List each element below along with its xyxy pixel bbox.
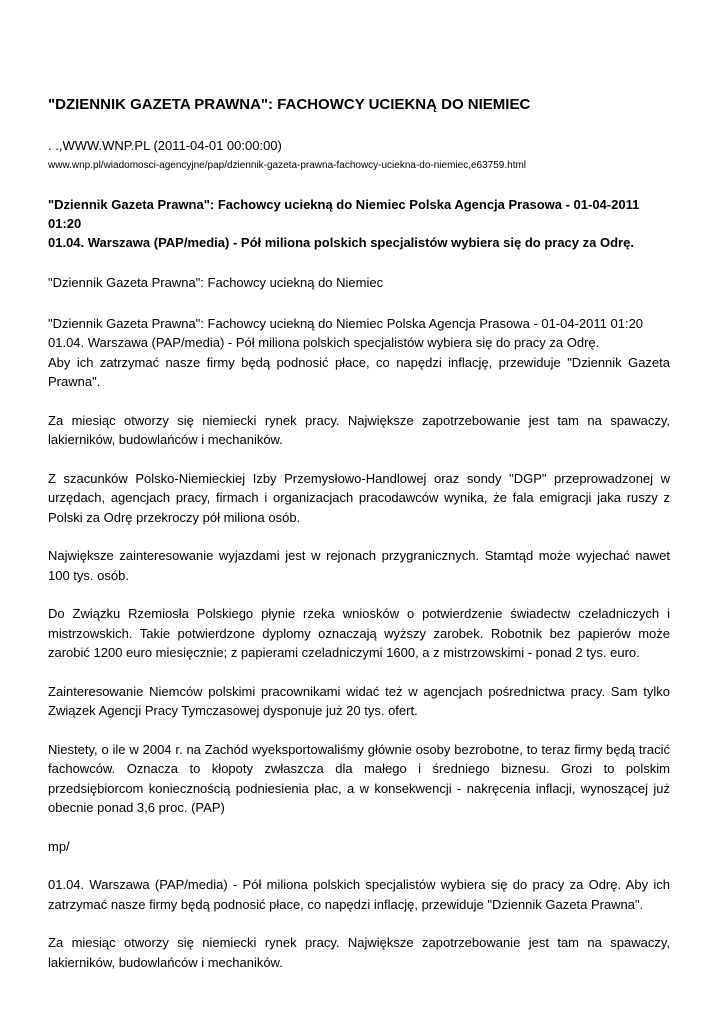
signature: mp/ [48,838,70,854]
paragraph-5: Do Związku Rzemiosła Polskiego płynie rzeka wniosków o potwierdzenie świadectw czeladniczych i mistrzowskich. Takie potwierdzone dyplomy oznaczają wyższy zarobek. Robotnik bez papierów może zarobić 1200 euro miesięcznie; z papierami czeladniczymi 1600, a z mistrzowskimi - ponad 2 tys. euro. [48,606,670,660]
lead-line-2: 01.04. Warszawa (PAP/media) - Pół miliona polskich specjalistów wybiera się do pracy za Odrę. [48,235,634,250]
article-url: www.wnp.pl/wiadomosci-agencyjne/pap/dziennik-gazeta-prawna-fachowcy-uciekna-do-niemiec,e63759.html [48,160,527,171]
article-source: . .,WWW.WNP.PL (2011-04-01 00:00:00) [48,138,282,153]
paragraph-7: Niestety, o ile w 2004 r. na Zachód wyeksportowaliśmy głównie osoby bezrobotne, to teraz firmy będą tracić fachowców. Oznacza to kłopoty zwłaszcza dla małego i średniego biznesu. Grozi to polskim przedsiębiorcom koniecznością podniesienia płac, a w konsekwencji - nakręcenia inflacji, wynoszącej już obecnie ponad 3,6 proc. (PAP) [48,741,670,815]
paragraph-6: Zainteresowanie Niemców polskimi pracownikami widać też w agencjach pośrednictwa pracy. Sam tylko Związek Agencji Pracy Tymczasowej dysponuje już 20 tys. ofert. [48,683,670,718]
lead-line-1: "Dziennik Gazeta Prawna": Fachowcy uciekną do Niemiec Polska Agencja Prasowa - 01-04-2011 01:20 [48,197,640,231]
article-title: "DZIENNIK GAZETA PRAWNA": FACHOWCY UCIEKNĄ DO NIEMIEC [48,96,531,113]
article-lead [48,195,670,252]
paragraph-1-line-1: "Dziennik Gazeta Prawna": Fachowcy uciekną do Niemiec Polska Agencja Prasowa - 01-04-2011 01:20 [48,315,644,331]
paragraph-4: Największe zainteresowanie wyjazdami jest w rejonach przygranicznych. Stamtąd może wyjechać nawet 100 tys. osób. [48,548,670,583]
paragraph-3: Z szacunków Polsko-Niemieckiej Izby Przemysłowo-Handlowej oraz sondy "DGP" przeprowadzonej w urzędach, agencjach pracy, firmach i organizacjach pracodawców wynika, że fala emigracji jaka ruszy z Polski za Odrę przekroczy pół miliona osób. [48,470,670,525]
paragraph-1-line-3: Aby ich zatrzymać nasze firmy będą podnosić płace, co napędzi inflację, przewiduje "Dziennik Gazeta Prawna". [48,354,670,389]
paragraph-9: Za miesiąc otworzy się niemiecki rynek pracy. Największe zapotrzebowanie jest tam na spawaczy, lakierników, budowlańców i mechaników. [48,935,670,970]
heading-repeat: "Dziennik Gazeta Prawna": Fachowcy uciekną do Niemiec [48,275,384,290]
paragraph-1-line-2: 01.04. Warszawa (PAP/media) - Pół miliona polskich specjalistów wybiera się do pracy za Odrę. [48,335,600,350]
article-body [48,95,670,972]
paragraph-8: 01.04. Warszawa (PAP/media) - Pół miliona polskich specjalistów wybiera się do pracy za Odrę. Aby ich zatrzymać nasze firmy będą podnosić płace, co napędzi inflację, przewiduje "Dziennik Gazeta Prawna". [48,877,670,912]
paragraph-1 [48,314,670,392]
paragraph-2: Za miesiąc otworzy się niemiecki rynek pracy. Największe zapotrzebowanie jest tam na spawaczy, lakierników, budowlańców i mechaników. [48,412,670,447]
